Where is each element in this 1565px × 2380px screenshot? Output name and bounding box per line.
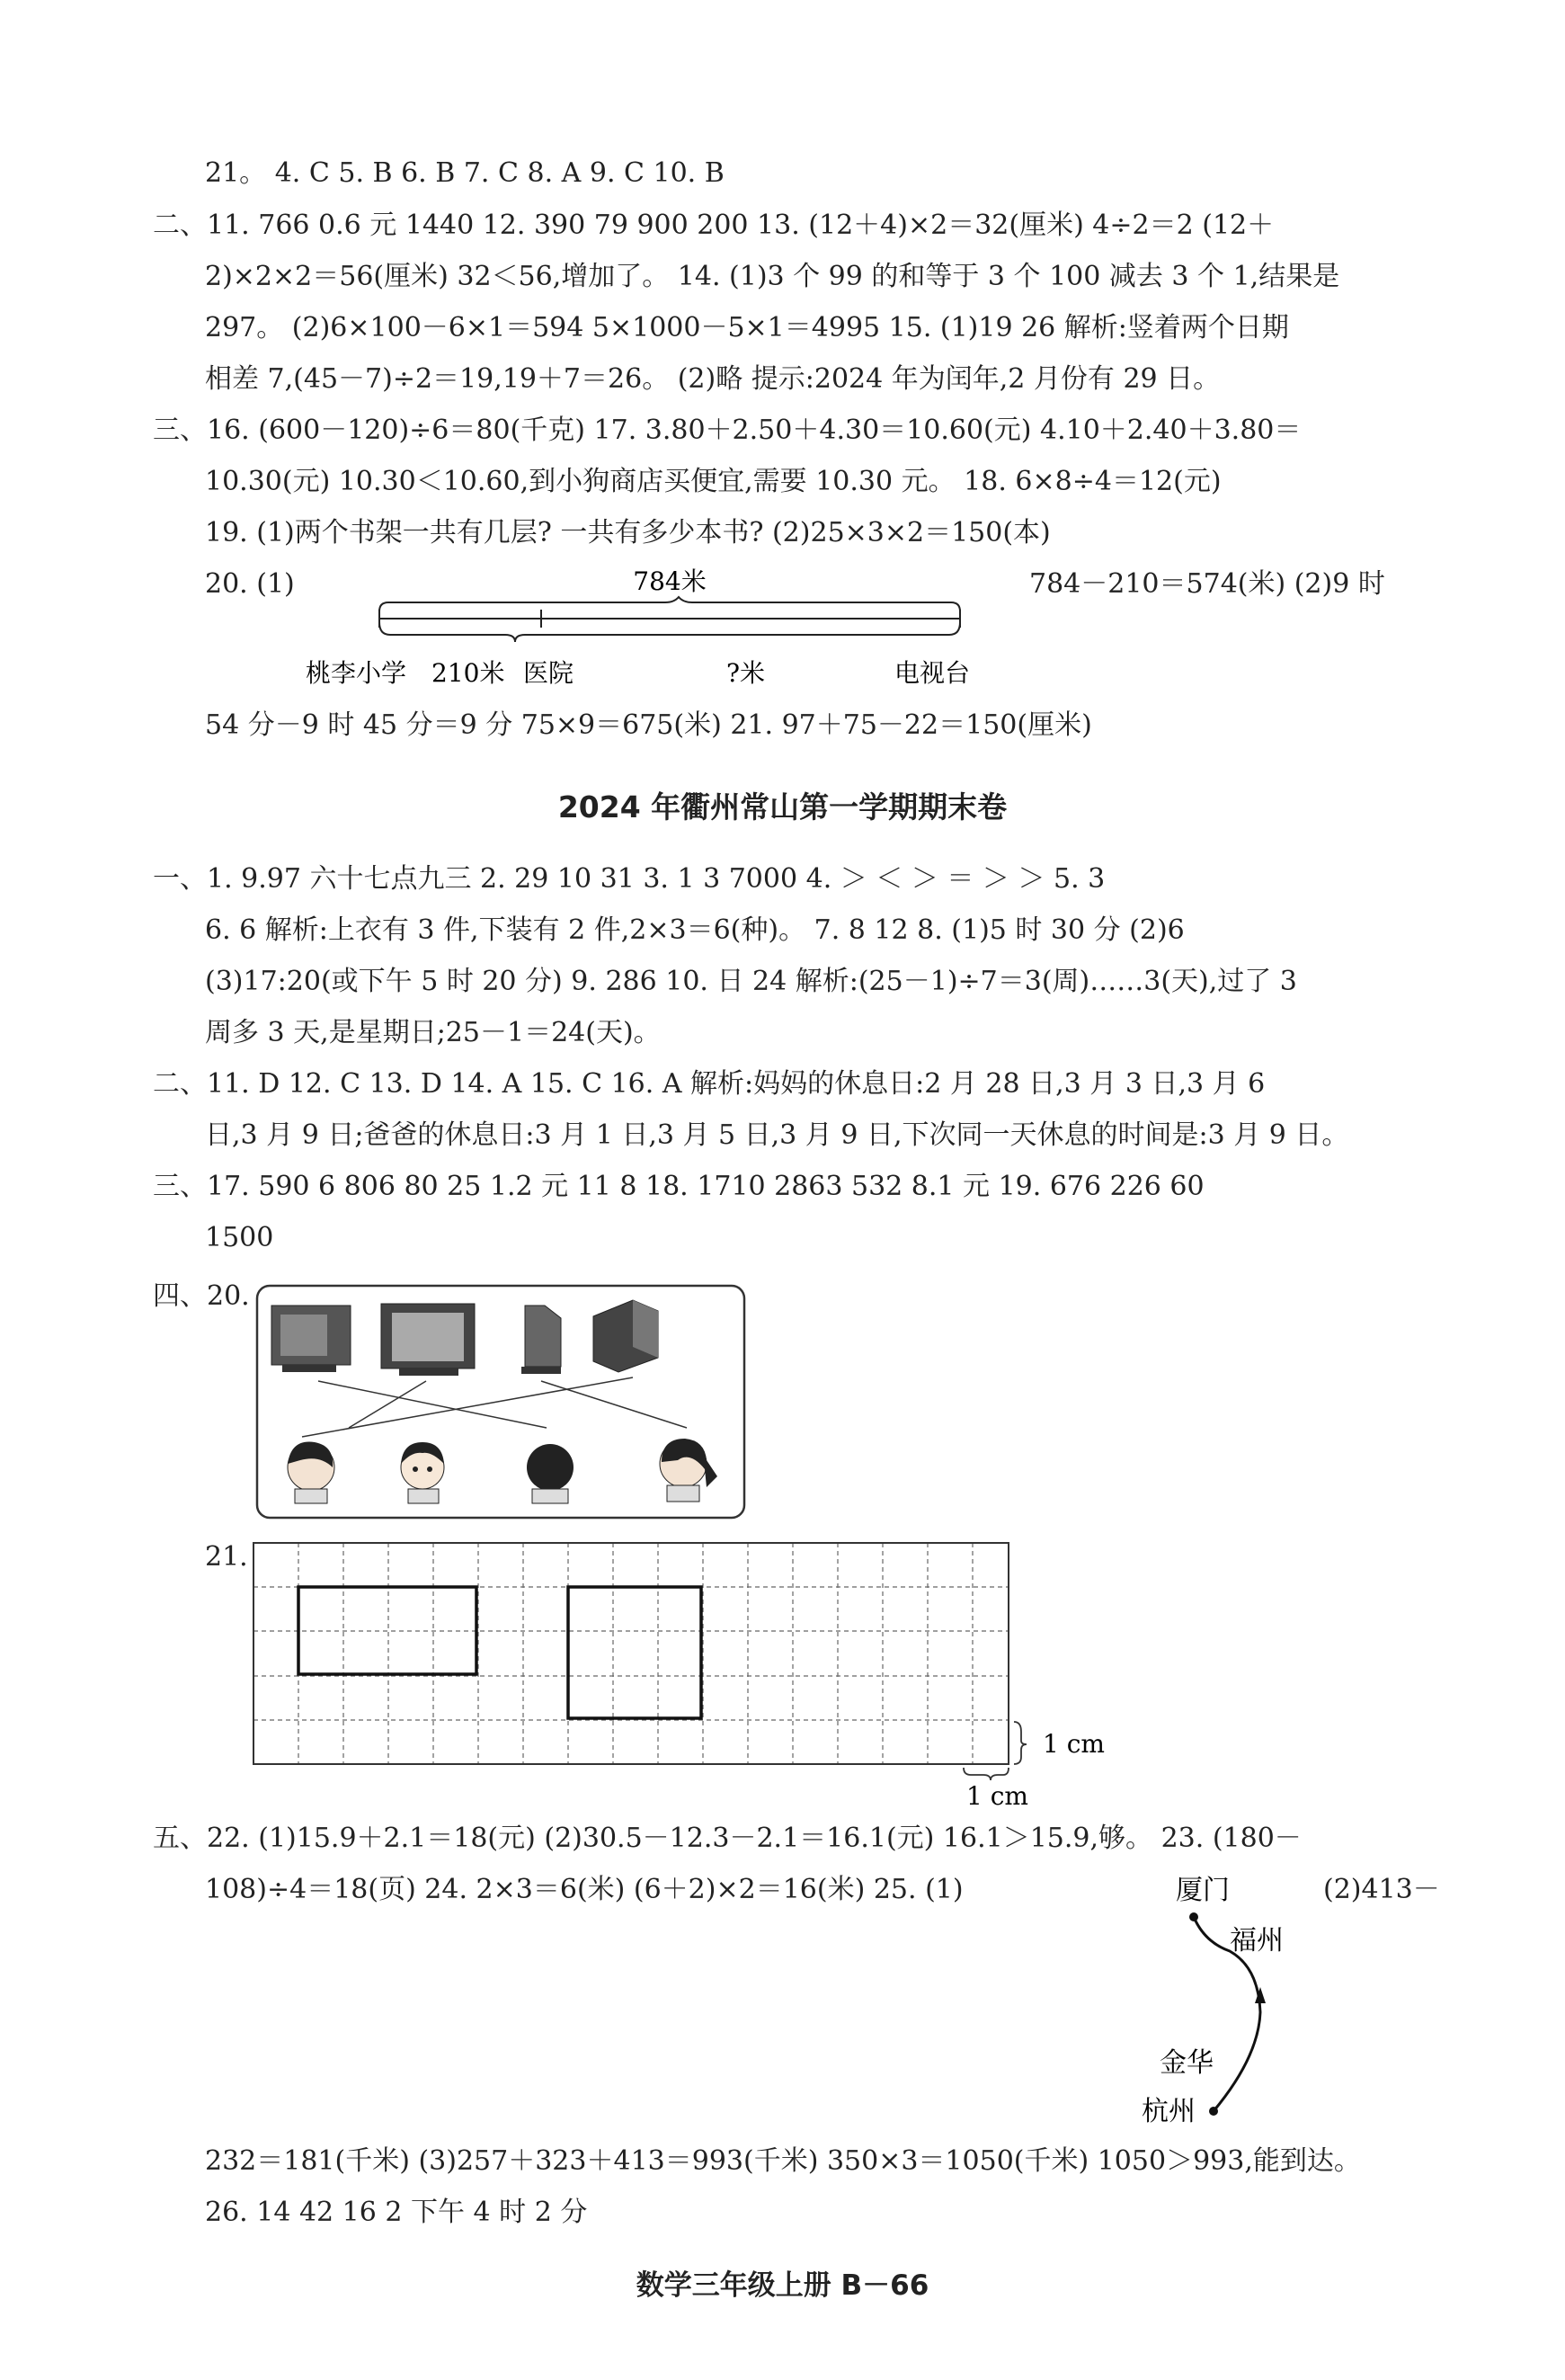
new-line-2: 6. 6 解析:上衣有 3 件,下装有 2 件,2×3＝6(种)。 7. 8 12 8. (1)5 时 30 分 (2)6 <box>205 914 1185 946</box>
exam-title: 2024 年衢州常山第一学期期末卷 <box>557 789 1008 825</box>
prev-line-5: 相差 7,(45－7)÷2＝19,19＋7＝26。 (2)略 提示:2024 年为闰年,2 月份有 29 日。 <box>205 363 1221 395</box>
tv-view-4-icon <box>593 1300 658 1372</box>
prev-line-1: 21。 4. C 5. B 6. B 7. C 8. A 9. C 10. B <box>205 157 725 189</box>
unit-label-horizontal: 1 cm <box>966 1781 1028 1811</box>
diagram-start-label: 桃李小学 <box>306 658 407 688</box>
diagram-hospital-label: 医院 <box>523 658 574 688</box>
child-4-icon <box>660 1439 717 1502</box>
prev-line-8: 19. (1)两个书架一共有几层? 一共有多少本书? (2)25×3×2＝150(本) <box>205 517 1051 548</box>
tv-view-1-icon <box>271 1306 351 1372</box>
new-line-10: 21. <box>205 1541 248 1573</box>
new-line-14: 232＝181(千米) (3)257＋323＋413＝993(千米) 350×3＝1050(千米) 1050＞993,能到达。 <box>205 2145 1361 2177</box>
new-line-9: 四、20. <box>153 1280 250 1312</box>
tv-view-3-icon <box>521 1306 561 1374</box>
prev-line-11: 54 分－9 时 45 分＝9 分 75×9＝675(米) 21. 97＋75－22＝150(厘米) <box>205 709 1092 741</box>
new-line-8: 1500 <box>205 1222 274 1253</box>
city-xiamen: 厦门 <box>1176 1875 1230 1906</box>
rectangle-2 <box>568 1587 701 1718</box>
diagram-total-label: 784米 <box>633 566 707 596</box>
child-2-icon <box>401 1442 444 1503</box>
view-matching-figure <box>255 1284 746 1520</box>
prev-line-9: 20. (1) <box>205 568 295 600</box>
new-line-3: (3)17:20(或下午 5 时 20 分) 9. 286 10. 日 24 解析:(25－1)÷7＝3(周)……3(天),过了 3 <box>205 966 1297 997</box>
unit-label-vertical: 1 cm <box>1043 1729 1105 1759</box>
new-line-4: 周多 3 天,是星期日;25－1＝24(天)。 <box>205 1017 661 1048</box>
new-line-7: 三、17. 590 6 806 80 25 1.2 元 11 8 18. 1710 2863 532 8.1 元 19. 676 226 60 <box>153 1171 1205 1202</box>
new-line-5: 二、11. D 12. C 13. D 14. A 15. C 16. A 解析:妈妈的休息日:2 月 28 日,3 月 3 日,3 月 6 <box>153 1068 1266 1100</box>
child-1-icon <box>288 1442 334 1504</box>
prev-line-6: 三、16. (600－120)÷6＝80(千克) 17. 3.80＋2.50＋4.30＝10.60(元) 4.10＋2.40＋3.80＝ <box>153 414 1302 446</box>
page-footer: 数学三年级上册 B－66 <box>636 2269 929 2302</box>
route-map <box>1133 1868 1348 2138</box>
child-3-icon <box>527 1444 574 1503</box>
new-line-1: 一、1. 9.97 六十七点九三 2. 29 10 31 3. 1 3 7000 4. ＞ ＜ ＞ ＝ ＞ ＞ 5. 3 <box>153 863 1106 895</box>
new-line-11: 五、22. (1)15.9＋2.1＝18(元) (2)30.5－12.3－2.1＝16.1(元) 16.1＞15.9,够。 23. (180－ <box>153 1823 1302 1854</box>
diagram-end-label: 电视台 <box>894 658 971 688</box>
new-line-12: 108)÷4＝18(页) 24. 2×3＝6(米) (6＋2)×2＝16(米) 25. (1) <box>205 1874 964 1905</box>
new-line-6: 日,3 月 9 日;爸爸的休息日:3 月 1 日,3 月 5 日,3 月 9 日,下次同一天休息的时间是:3 月 9 日。 <box>205 1119 1349 1151</box>
city-fuzhou: 福州 <box>1230 1925 1284 1957</box>
prev-line-3: 2)×2×2＝56(厘米) 32＜56,增加了。 14. (1)3 个 99 的和等于 3 个 100 减去 3 个 1,结果是 <box>205 261 1340 292</box>
tv-view-2-icon <box>381 1304 475 1376</box>
city-hangzhou: 杭州 <box>1142 2096 1196 2127</box>
prev-line-7: 10.30(元) 10.30＜10.60,到小狗商店买便宜,需要 10.30 元。 18. 6×8÷4＝12(元) <box>205 466 1222 497</box>
diagram-seg1-label: 210米 <box>431 658 505 688</box>
new-line-13: (2)413－ <box>1323 1874 1440 1905</box>
distance-diagram <box>297 557 1016 710</box>
city-jinhua: 金华 <box>1160 2047 1214 2079</box>
prev-line-2: 二、11. 766 0.6 元 1440 12. 390 79 900 200 13. (12＋4)×2＝32(厘米) 4÷2＝2 (12＋ <box>153 209 1275 241</box>
prev-line-10: 784－210＝574(米) (2)9 时 <box>1029 568 1385 600</box>
prev-line-4: 297。 (2)6×100－6×1＝594 5×1000－5×1＝4995 15. (1)19 26 解析:竖着两个日期 <box>205 312 1289 343</box>
new-line-15: 26. 14 42 16 2 下午 4 时 2 分 <box>205 2197 588 2228</box>
grid-figure <box>252 1541 1115 1813</box>
diagram-unknown-label: ?米 <box>726 658 766 688</box>
